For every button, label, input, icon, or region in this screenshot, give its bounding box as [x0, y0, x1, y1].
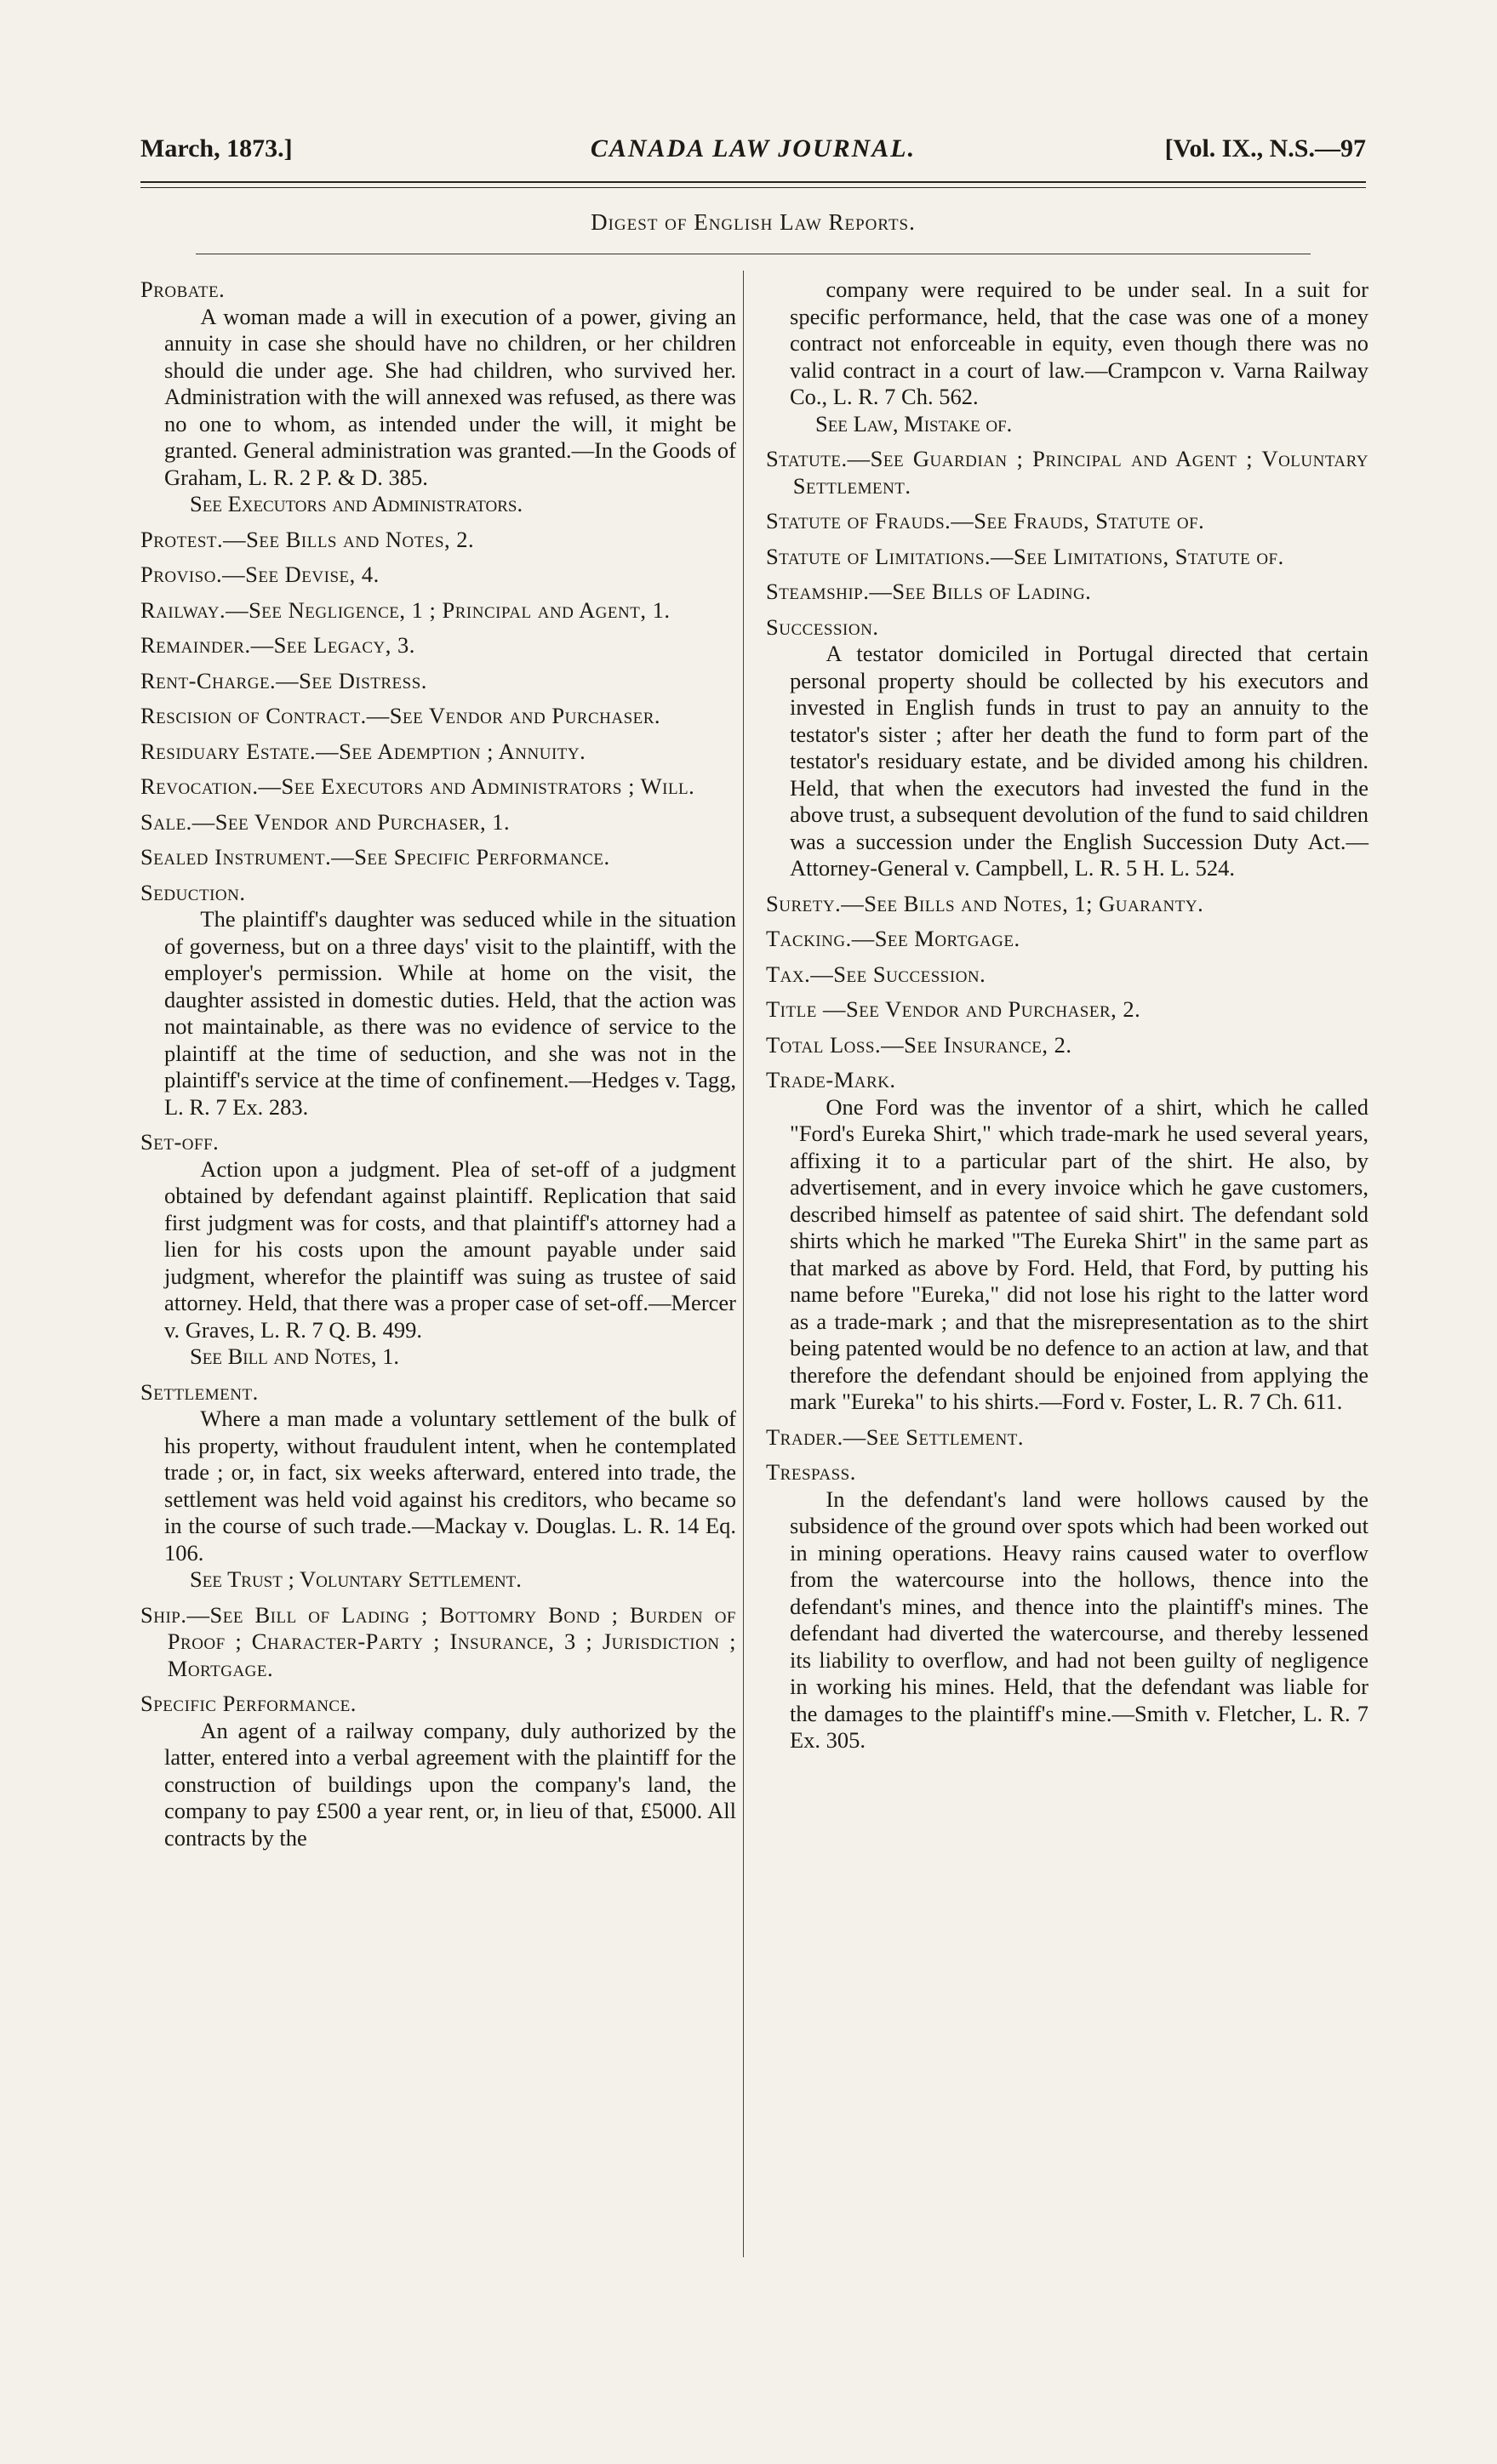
entry-body: A testator domiciled in Portugal directed that certain personal property should be collected by his executors and invested in English funds in trust to pay an annuity to the testator's sister ; after her death the fund to form part of the testator's residuary estate, and be divided among his children. Held, that when the executors had invested the fund in the above trust, a subsequent devolution of the fund to said children was a succession under the English Succession Duty Act.—Attorney-General v. Campbell, L. R. 5 H. L. 524.: [790, 641, 1368, 881]
digest-entry: [140, 668, 736, 695]
page-header: [140, 134, 1366, 172]
digest-entry: [140, 597, 736, 625]
left-column: [140, 277, 736, 1860]
section-title: Digest of English Law Reports.: [591, 209, 916, 235]
entry-heading: Surety.—See Bills and Notes, 1; Guaranty.: [766, 890, 1204, 916]
see-also: See Bill and Notes, 1.: [190, 1343, 399, 1369]
header-rule: [140, 181, 1366, 183]
entry-heading: Revocation.—See Executors and Administrators ; Will.: [140, 773, 695, 799]
volume-page: [Vol. IX., N.S.—97: [1164, 134, 1366, 163]
digest-entry: [140, 880, 736, 1121]
entry-heading: Railway.—See Negligence, 1 ; Principal and Agent, 1.: [140, 596, 671, 623]
header-rule-thin: [140, 187, 1366, 188]
digest-entry: [766, 508, 1368, 535]
entry-heading: Remainder.—See Legacy, 3.: [140, 632, 415, 658]
entry-heading: Proviso.—See Devise, 4.: [140, 562, 380, 587]
digest-entry: [140, 277, 736, 518]
digest-entry: [140, 1691, 736, 1851]
entry-body: company were required to be under seal. In a suit for specific performance, held, that the case was one of a money contract not enforceable in equity, even though there was no valid contract in a court of law.—Crampcon v. Varna Railway Co., L. R. 7 Ch. 562.: [790, 277, 1368, 409]
digest-entry: [140, 527, 736, 554]
entry-heading: Specific Performance.: [140, 1691, 357, 1716]
digest-entry: [140, 632, 736, 659]
entry-heading: Trespass.: [766, 1459, 856, 1485]
digest-entry: [766, 926, 1368, 953]
digest-entry: [766, 891, 1368, 918]
entry-heading: Sealed Instrument.—See Specific Performance.: [140, 844, 610, 870]
entry-heading: Total Loss.—See Insurance, 2.: [766, 1031, 1072, 1058]
entry-heading: Sale.—See Vendor and Purchaser, 1.: [140, 808, 511, 835]
entry-heading: Seduction.: [140, 879, 246, 905]
entry-heading: Rent-Charge.—See Distress.: [140, 667, 427, 693]
entry-heading: Rescision of Contract.—See Vendor and Purchaser.: [140, 703, 661, 728]
digest-entry: [766, 1067, 1368, 1416]
entry-heading: Ship.—See Bill of Lading ; Bottomry Bond ; Burden of Proof ; Character-Party ; Insurance, 3 ; Jurisdiction ; Mortgage.: [140, 1601, 736, 1681]
digest-entry: [140, 1379, 736, 1594]
see-also: See Executors and Administrators.: [190, 491, 523, 516]
entry-heading: Tacking.—See Mortgage.: [766, 926, 1020, 951]
digest-entry: [766, 446, 1368, 499]
digest-entry: [766, 614, 1368, 882]
entry-heading: Settlement.: [140, 1378, 259, 1405]
digest-entry: [140, 1129, 736, 1371]
entry-heading: Statute of Frauds.—See Frauds, Statute of.: [766, 508, 1205, 533]
entry-body: A woman made a will in execution of a power, giving an annuity in case she should have no children, or her children should die under age. She had children, who survived her. Administration with the will annexed was refused, as there was no one to whom, as intended under the will, it might be granted. General administration was granted.—In the Goods of Graham, L. R. 2 P. & D. 385.: [164, 303, 736, 490]
entry-heading: Title —See Vendor and Purchaser, 2.: [766, 996, 1141, 1022]
entry-body: In the defendant's land were hollows caused by the subsidence of the ground over spots which had been worked out in mining operations. Heavy rains caused water to overflow from the watercourse into the hollows, thence into the defendant's mines, and thence into the plaintiff's mines. The defendant had diverted the watercourse, and thereby lessened its liability to overflow, and had not been guilty of negligence in working his mines. Held, that the defendant was liable for the damages to the plaintiff's mine.—Smith v. Fletcher, L. R. 7 Ex. 305.: [790, 1486, 1369, 1753]
entry-heading: Steamship.—See Bills of Lading.: [766, 579, 1092, 604]
entry-body: Action upon a judgment. Plea of set-off of a judgment obtained by defendant against plaintiff. Replication that said first judgment was for costs, and that plaintiff's attorney had a lien for his costs upon the amount payable under said judgment, wherefor the plaintiff was suing as trustee of said attorney. Held, that there was a proper case of set-off.—Mercer v. Graves, L. R. 7 Q. B. 499.: [164, 1155, 736, 1343]
journal-title: CANADA LAW JOURNAL.: [590, 134, 917, 163]
digest-entry: [766, 277, 1368, 437]
digest-entry: [140, 844, 736, 871]
digest-entry: [140, 739, 736, 766]
entry-body: One Ford was the inventor of a shirt, which he called "Ford's Eureka Shirt," which trade-mark he used several years, affixing it to a particular part of the shirt. He also, by advertisement, and in every invoice which he gave customers, described himself as patentee of said shirt. The defendant sold shirts which he marked "The Eureka Shirt" in the same part as that marked as above by Ford. Held, that Ford, by putting his name before "Eureka," did not lose his right to the latter word as a trade-mark ; and that the misrepresentation as to the shirt being patented would be no defence to an action at law, and that therefore the defendant should be enjoined from applying the mark "Eureka" to his shirts.—Ford v. Foster, L. R. 7 Ch. 611.: [790, 1093, 1368, 1414]
digest-entry: [766, 1424, 1368, 1452]
entry-heading: Statute of Limitations.—See Limitations, Statute of.: [766, 543, 1284, 569]
entry-heading: Set-off.: [140, 1129, 220, 1155]
entry-heading: Trader.—See Settlement.: [766, 1423, 1025, 1450]
entry-body: Where a man made a voluntary settlement of the bulk of his property, without fraudulent intent, when he contemplated trade ; or, in fact, six weeks afterward, entered into trade, the settlement was held void against his creditors, who became so in the course of such trade.—Mackay v. Douglas. L. R. 14 Eq. 106.: [164, 1406, 736, 1566]
digest-entry: [766, 579, 1368, 606]
digest-entry: [140, 562, 736, 589]
entry-heading: Residuary Estate.—See Ademption ; Annuity.: [140, 738, 586, 764]
digest-entry: [140, 1602, 736, 1683]
column-divider: [743, 271, 744, 2257]
right-column: [766, 277, 1368, 1763]
digest-entry: [766, 996, 1368, 1024]
entry-heading: Trade-Mark.: [766, 1067, 896, 1092]
entry-heading: Protest.—See Bills and Notes, 2.: [140, 526, 475, 552]
digest-entry: [140, 809, 736, 836]
see-also: See Trust ; Voluntary Settlement.: [190, 1566, 522, 1592]
see-also: See Law, Mistake of.: [815, 410, 1013, 436]
entry-body: The plaintiff's daughter was seduced while in the situation of governess, but on a three days' visit to the plaintiff, with the employer's permission. While at home on the visit, the daughter assisted in domestic duties. Held, that the action was not maintainable, as there was no evidence of service to the plaintiff at the time of seduction, and she was not in the plaintiff's service at the time of confinement.—Hedges v. Tagg, L. R. 7 Ex. 283.: [164, 906, 736, 1120]
digest-entry: [766, 1459, 1368, 1754]
entry-heading: Statute.—See Guardian ; Principal and Agent ; Voluntary Settlement.: [766, 446, 1368, 499]
entry-heading: Tax.—See Succession.: [766, 961, 986, 987]
issue-date: March, 1873.]: [140, 134, 293, 163]
digest-entry: [140, 773, 736, 801]
digest-entry: [140, 703, 736, 730]
digest-entry: [766, 544, 1368, 571]
entry-heading: Probate.: [140, 277, 226, 302]
entry-body: An agent of a railway company, duly authorized by the latter, entered into a verbal agreement with the plaintiff for the construction of buildings upon the company's land, the company to pay £500 a year rent, or, in lieu of that, £5000. All contracts by the: [164, 1717, 736, 1851]
entry-heading: Succession.: [766, 613, 879, 640]
digest-entry: [766, 961, 1368, 989]
digest-entry: [766, 1032, 1368, 1059]
